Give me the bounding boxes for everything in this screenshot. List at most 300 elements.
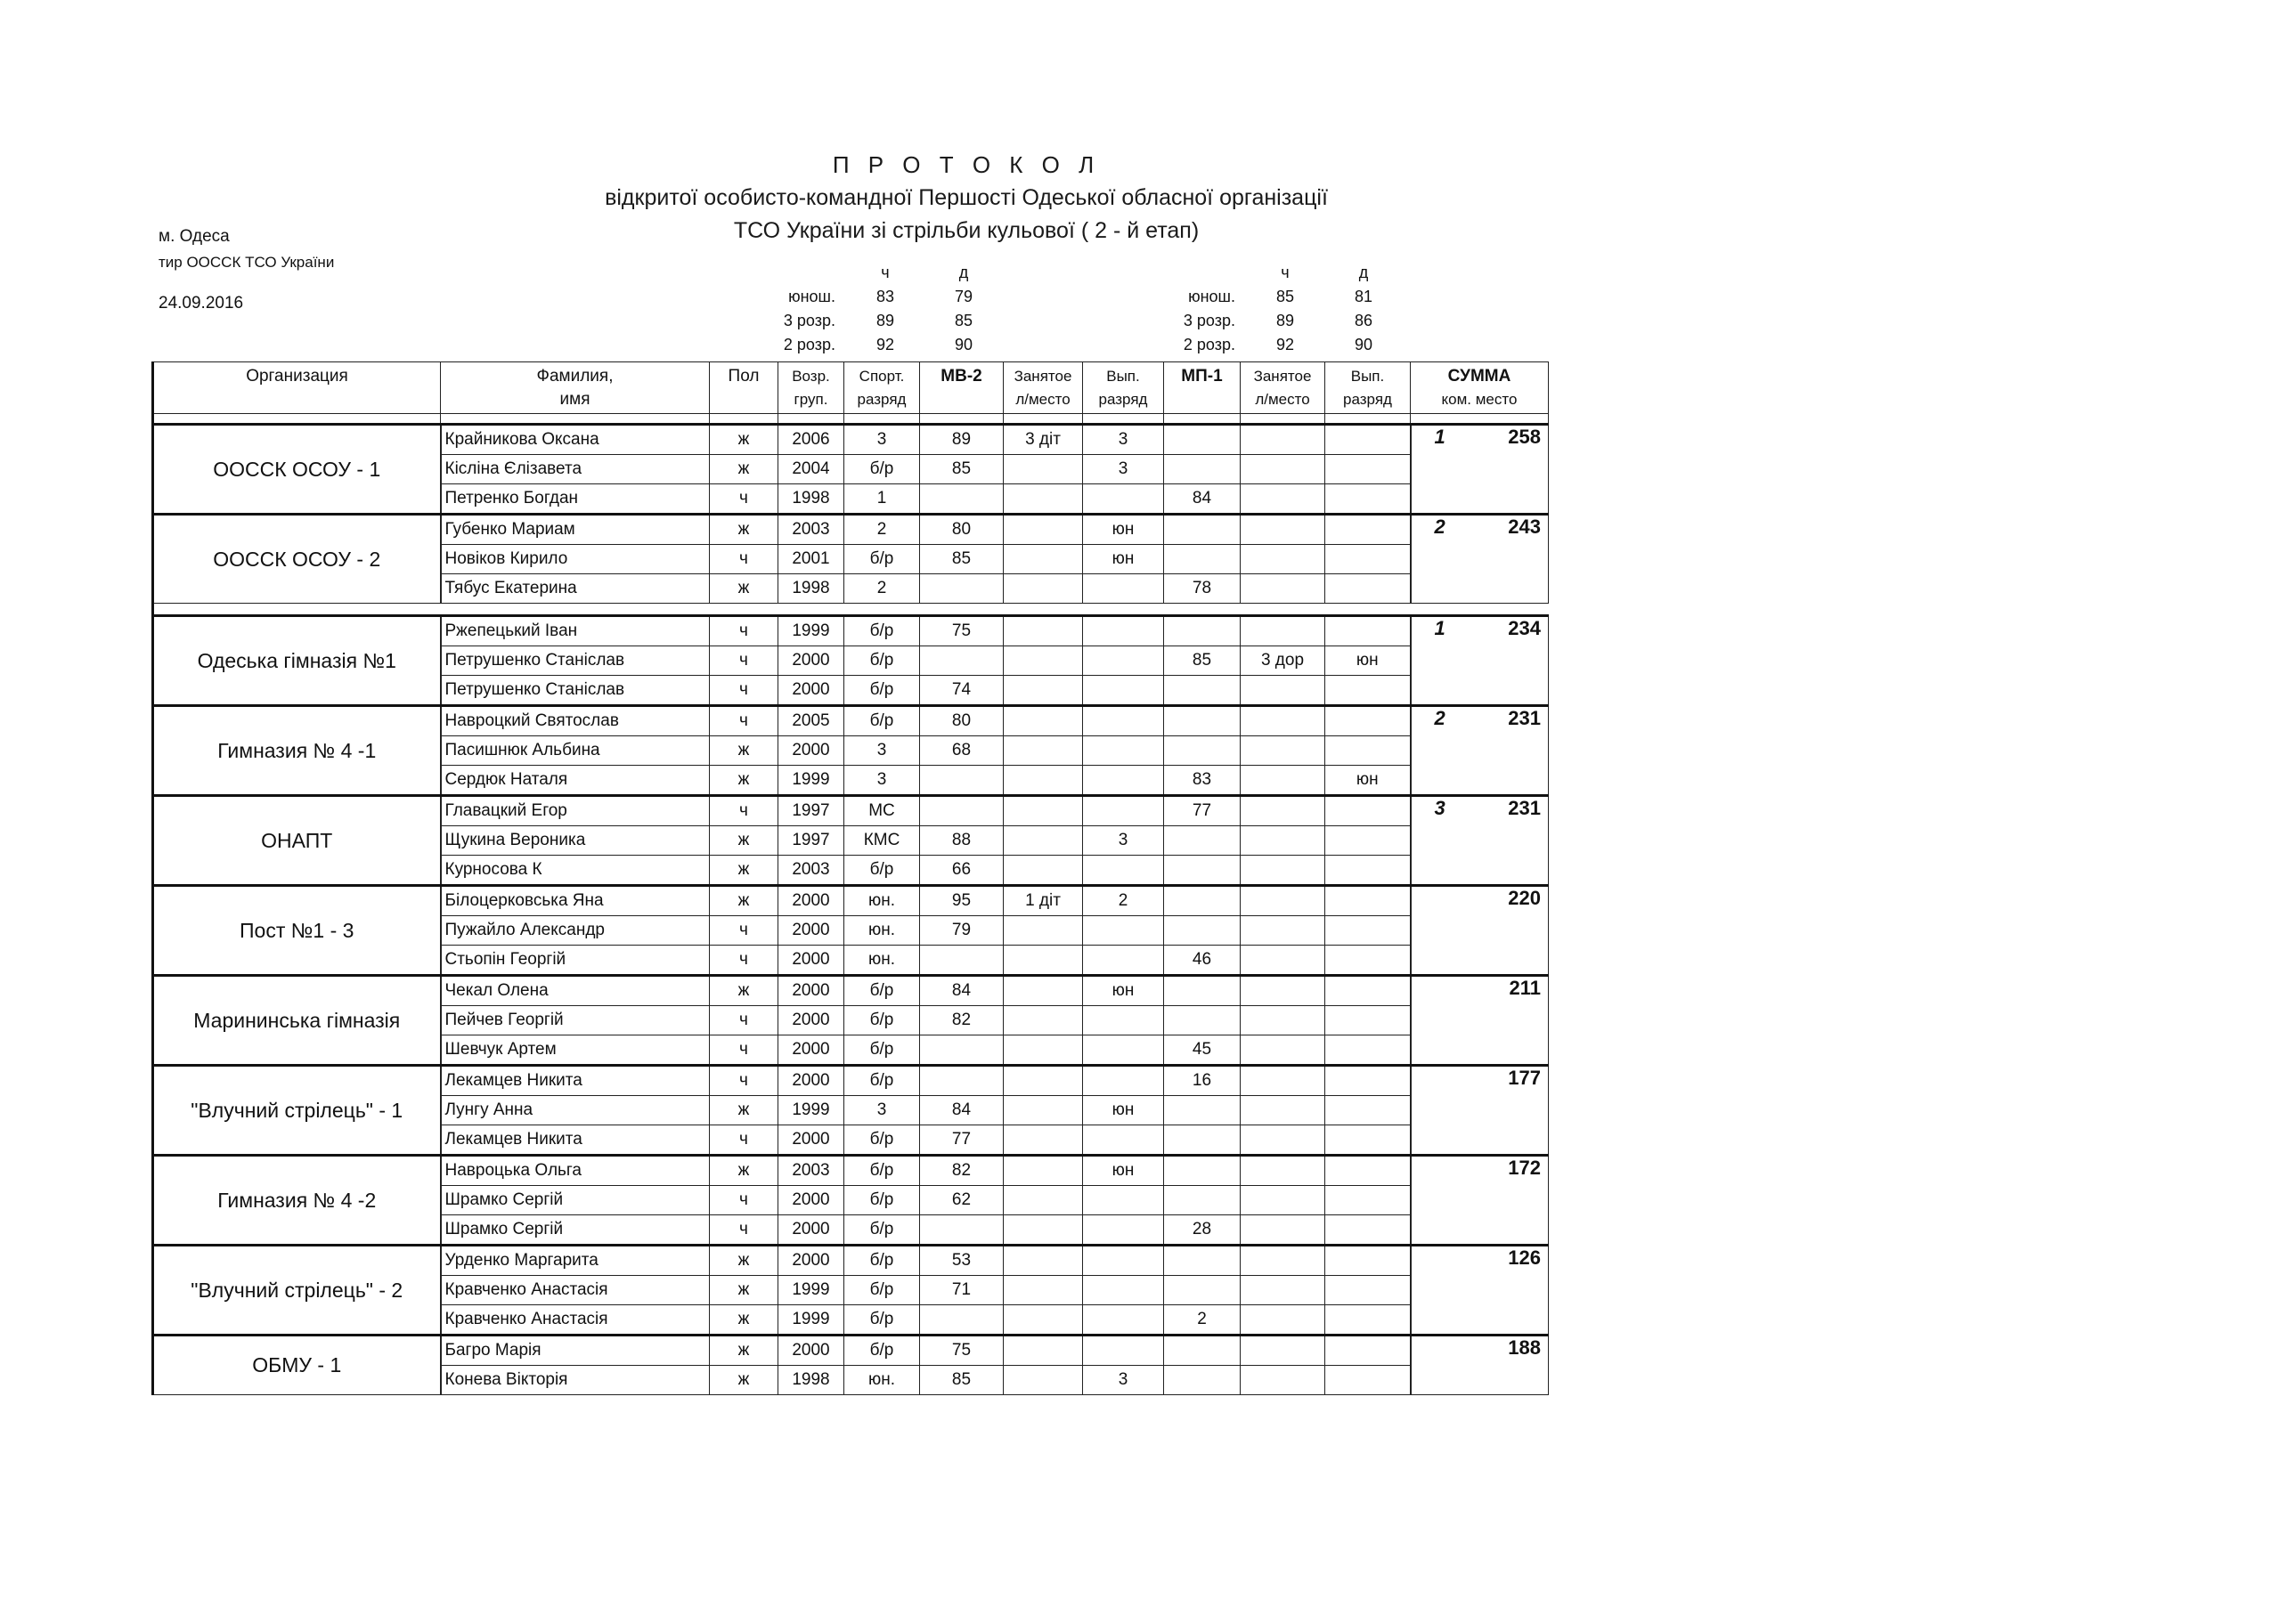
table-row <box>153 706 1549 736</box>
cell-rank: КМС <box>844 826 920 856</box>
cell-place1: 1 діт <box>1004 886 1083 916</box>
cell-done1 <box>1083 1276 1164 1305</box>
cell-mv2: 85 <box>920 545 1004 574</box>
cell-done1 <box>1083 616 1164 646</box>
cell-place2 <box>1241 1035 1325 1066</box>
cell-mv2 <box>920 574 1004 604</box>
table-row <box>153 1066 1549 1096</box>
cell-mv2 <box>920 1305 1004 1336</box>
team-sum: 234 <box>1508 617 1541 639</box>
cell-name: Стьопін Георгій <box>441 946 710 976</box>
cell-year: 2000 <box>778 676 844 706</box>
cell-rank: 3 <box>844 425 920 455</box>
protocol-table <box>151 361 1549 1395</box>
cell-done2 <box>1325 484 1411 515</box>
cell-rank: б/р <box>844 976 920 1006</box>
col-header-sex: Пол <box>710 362 778 414</box>
cell-year: 1999 <box>778 766 844 796</box>
cell-mp1: 46 <box>1164 946 1241 976</box>
cell-mp1 <box>1164 1156 1241 1186</box>
cell-year: 2000 <box>778 1336 844 1366</box>
cell-sex: ж <box>710 856 778 886</box>
cell-place2 <box>1241 1125 1325 1156</box>
cell-mp1 <box>1164 1366 1241 1395</box>
cell-done2 <box>1325 425 1411 455</box>
norm-value: 90 <box>1354 336 1373 353</box>
cell-place1 <box>1004 916 1083 946</box>
cell-done2 <box>1325 1336 1411 1366</box>
cell-rank: б/р <box>844 856 920 886</box>
cell-name: Шрамко Сергій <box>441 1215 710 1246</box>
table-row <box>153 1246 1549 1276</box>
cell-rank: б/р <box>844 1186 920 1215</box>
team-sum: 231 <box>1508 707 1541 729</box>
cell-sex: ж <box>710 1366 778 1395</box>
team-sum: 172 <box>1508 1157 1541 1179</box>
team-sum: 243 <box>1508 516 1541 538</box>
cell-place1 <box>1004 646 1083 676</box>
cell-mv2: 53 <box>920 1246 1004 1276</box>
cell-place2 <box>1241 886 1325 916</box>
cell-mp1 <box>1164 916 1241 946</box>
cell-name: Ржепецький Іван <box>441 616 710 646</box>
cell-name: Пасишнюк Альбина <box>441 736 710 766</box>
cell-name: Тябус Екатерина <box>441 574 710 604</box>
cell-place1 <box>1004 766 1083 796</box>
cell-place2 <box>1241 706 1325 736</box>
cell-place2 <box>1241 1006 1325 1035</box>
cell-place2 <box>1241 1246 1325 1276</box>
cell-mp1: 2 <box>1164 1305 1241 1336</box>
cell-done2 <box>1325 736 1411 766</box>
norm-value: 89 <box>1275 312 1295 329</box>
cell-place2 <box>1241 1215 1325 1246</box>
team-place: 1 <box>1434 426 1445 448</box>
cell-year: 2000 <box>778 946 844 976</box>
table-row <box>153 886 1549 916</box>
cell-rank: б/р <box>844 1215 920 1246</box>
cell-mv2 <box>920 766 1004 796</box>
cell-name: Петренко Богдан <box>441 484 710 515</box>
cell-place1 <box>1004 574 1083 604</box>
cell-place1 <box>1004 1336 1083 1366</box>
col-header-done1: Вып. разряд <box>1083 362 1164 414</box>
cell-year: 2005 <box>778 706 844 736</box>
cell-rank: 3 <box>844 736 920 766</box>
cell-rank: 1 <box>844 484 920 515</box>
cell-rank: б/р <box>844 1006 920 1035</box>
norm-value: 83 <box>875 288 895 305</box>
team-sum: 220 <box>1508 887 1541 909</box>
cell-done1 <box>1083 646 1164 676</box>
cell-place2 <box>1241 676 1325 706</box>
cell-sex: ч <box>710 676 778 706</box>
cell-sex: ж <box>710 826 778 856</box>
cell-sex: ч <box>710 1066 778 1096</box>
cell-place2 <box>1241 574 1325 604</box>
cell-mp1 <box>1164 1246 1241 1276</box>
cell-done1 <box>1083 1215 1164 1246</box>
cell-name: Петрушенко Станіслав <box>441 676 710 706</box>
cell-year: 1998 <box>778 1366 844 1395</box>
norm-value: 85 <box>1275 288 1295 305</box>
norm-value: 85 <box>954 312 973 329</box>
cell-done1: 3 <box>1083 455 1164 484</box>
cell-done2 <box>1325 706 1411 736</box>
cell-mv2: 75 <box>920 1336 1004 1366</box>
cell-organization: Гимназия № 4 -1 <box>153 706 441 796</box>
cell-mp1 <box>1164 515 1241 545</box>
cell-mp1: 28 <box>1164 1215 1241 1246</box>
cell-sex: ж <box>710 886 778 916</box>
cell-mp1 <box>1164 676 1241 706</box>
cell-place2 <box>1241 545 1325 574</box>
cell-mv2: 89 <box>920 425 1004 455</box>
cell-done1: юн <box>1083 545 1164 574</box>
cell-sex: ч <box>710 706 778 736</box>
cell-done2 <box>1325 1006 1411 1035</box>
team-sum: 211 <box>1509 977 1541 999</box>
cell-done2 <box>1325 676 1411 706</box>
cell-sex: ж <box>710 425 778 455</box>
cell-mp1 <box>1164 1276 1241 1305</box>
cell-year: 1999 <box>778 1305 844 1336</box>
cell-place2 <box>1241 1276 1325 1305</box>
cell-mp1 <box>1164 1125 1241 1156</box>
cell-done1 <box>1083 1246 1164 1276</box>
norm-value: 90 <box>954 336 973 353</box>
cell-done1 <box>1083 706 1164 736</box>
cell-mv2: 74 <box>920 676 1004 706</box>
cell-place1: 3 діт <box>1004 425 1083 455</box>
cell-sex: ж <box>710 1305 778 1336</box>
col-header-name: Фамилия, имя <box>441 362 710 414</box>
cell-done1 <box>1083 574 1164 604</box>
cell-name: Пейчев Георгій <box>441 1006 710 1035</box>
cell-name: Конева Вікторія <box>441 1366 710 1395</box>
team-sum: 188 <box>1508 1336 1541 1359</box>
cell-done1 <box>1083 1305 1164 1336</box>
cell-rank: б/р <box>844 676 920 706</box>
col-header-rank: Спорт. разряд <box>844 362 920 414</box>
norm-value: 79 <box>954 288 973 305</box>
cell-mv2: 66 <box>920 856 1004 886</box>
cell-year: 1999 <box>778 1276 844 1305</box>
norms-table-mp1 <box>1173 261 1403 357</box>
cell-name: Лекамцев Никита <box>441 1066 710 1096</box>
cell-place2 <box>1241 856 1325 886</box>
cell-sex: ж <box>710 1156 778 1186</box>
cell-place2 <box>1241 484 1325 515</box>
cell-rank: МС <box>844 796 920 826</box>
cell-place2 <box>1241 916 1325 946</box>
team-place: 3 <box>1434 797 1445 819</box>
cell-place2 <box>1241 946 1325 976</box>
cell-year: 2000 <box>778 1035 844 1066</box>
cell-done2 <box>1325 1035 1411 1066</box>
cell-place1 <box>1004 545 1083 574</box>
cell-place1 <box>1004 676 1083 706</box>
cell-rank: 3 <box>844 766 920 796</box>
cell-mv2: 75 <box>920 616 1004 646</box>
cell-done1: юн <box>1083 1096 1164 1125</box>
cell-done2 <box>1325 976 1411 1006</box>
cell-organization: Марининська гімназія <box>153 976 441 1066</box>
cell-sex: ж <box>710 1336 778 1366</box>
cell-done2: юн <box>1325 766 1411 796</box>
table-row <box>153 515 1549 545</box>
cell-done2 <box>1325 1215 1411 1246</box>
cell-mp1: 16 <box>1164 1066 1241 1096</box>
cell-place1 <box>1004 796 1083 826</box>
cell-place1 <box>1004 706 1083 736</box>
cell-place2 <box>1241 1336 1325 1366</box>
cell-sex: ж <box>710 1096 778 1125</box>
cell-organization: Пост №1 - 3 <box>153 886 441 976</box>
cell-team-result <box>1411 1336 1549 1395</box>
cell-done2 <box>1325 1186 1411 1215</box>
document-title: П Р О Т О К О Л <box>832 151 1101 178</box>
team-place: 1 <box>1434 617 1445 639</box>
cell-done1: 3 <box>1083 425 1164 455</box>
cell-mp1: 77 <box>1164 796 1241 826</box>
cell-place1 <box>1004 1276 1083 1305</box>
cell-place2 <box>1241 425 1325 455</box>
cell-done2 <box>1325 1366 1411 1395</box>
cell-mv2: 80 <box>920 515 1004 545</box>
cell-done1 <box>1083 946 1164 976</box>
cell-done1 <box>1083 1125 1164 1156</box>
team-sum: 231 <box>1508 797 1541 819</box>
cell-place2 <box>1241 1066 1325 1096</box>
cell-sex: ж <box>710 1246 778 1276</box>
cell-organization: Одеська гімназія №1 <box>153 616 441 706</box>
cell-place2 <box>1241 455 1325 484</box>
cell-sex: ж <box>710 976 778 1006</box>
cell-place1 <box>1004 946 1083 976</box>
cell-done1 <box>1083 856 1164 886</box>
cell-year: 2000 <box>778 1246 844 1276</box>
cell-sex: ж <box>710 515 778 545</box>
table-row <box>153 976 1549 1006</box>
norm-label: 2 розр. <box>783 336 835 353</box>
cell-done1: 3 <box>1083 826 1164 856</box>
team-place: 2 <box>1434 516 1445 538</box>
cell-done1 <box>1083 676 1164 706</box>
cell-mp1 <box>1164 826 1241 856</box>
cell-sex: ч <box>710 484 778 515</box>
cell-rank: б/р <box>844 545 920 574</box>
cell-mp1 <box>1164 425 1241 455</box>
col-header-place2: Занятое л/место <box>1241 362 1325 414</box>
cell-year: 2000 <box>778 916 844 946</box>
cell-rank: б/р <box>844 1246 920 1276</box>
header-spacer-row <box>153 414 1549 425</box>
cell-name: Пужайло Александр <box>441 916 710 946</box>
cell-name: Лекамцев Никита <box>441 1125 710 1156</box>
cell-place2 <box>1241 616 1325 646</box>
cell-year: 2000 <box>778 976 844 1006</box>
cell-done2 <box>1325 886 1411 916</box>
cell-year: 2000 <box>778 736 844 766</box>
cell-mv2 <box>920 1215 1004 1246</box>
cell-done2 <box>1325 1096 1411 1125</box>
cell-mv2: 79 <box>920 916 1004 946</box>
table-header-row <box>153 362 1549 414</box>
table-row <box>153 425 1549 455</box>
col-header-mv2: МВ-2 <box>920 362 1004 414</box>
cell-sex: ч <box>710 646 778 676</box>
team-place: 2 <box>1434 707 1445 729</box>
team-sum: 126 <box>1508 1246 1541 1269</box>
cell-done2 <box>1325 616 1411 646</box>
cell-name: Багро Марія <box>441 1336 710 1366</box>
cell-mv2 <box>920 484 1004 515</box>
cell-mv2: 88 <box>920 826 1004 856</box>
cell-done2 <box>1325 856 1411 886</box>
cell-mv2: 71 <box>920 1276 1004 1305</box>
table-row <box>153 616 1549 646</box>
cell-done2 <box>1325 826 1411 856</box>
cell-year: 2000 <box>778 1066 844 1096</box>
cell-name: Шевчук Артем <box>441 1035 710 1066</box>
cell-mp1: 83 <box>1164 766 1241 796</box>
cell-place2 <box>1241 515 1325 545</box>
norm-col-header: д <box>958 264 969 281</box>
cell-sex: ч <box>710 1125 778 1156</box>
cell-mp1 <box>1164 1006 1241 1035</box>
cell-organization: ОБМУ - 1 <box>153 1336 441 1395</box>
city: м. Одеса <box>159 227 230 246</box>
norms-table-mv2 <box>773 261 1003 357</box>
cell-year: 2000 <box>778 1125 844 1156</box>
cell-place1 <box>1004 976 1083 1006</box>
cell-name: Курносова К <box>441 856 710 886</box>
cell-mp1: 78 <box>1164 574 1241 604</box>
cell-team-result <box>1411 1066 1549 1156</box>
cell-rank: б/р <box>844 1276 920 1305</box>
cell-name: Новіков Кирило <box>441 545 710 574</box>
cell-place1 <box>1004 484 1083 515</box>
date: 24.09.2016 <box>159 294 244 313</box>
cell-sex: ч <box>710 1006 778 1035</box>
cell-team-result <box>1411 706 1549 796</box>
cell-done1 <box>1083 1006 1164 1035</box>
cell-sex: ж <box>710 1276 778 1305</box>
cell-name: Петрушенко Станіслав <box>441 646 710 676</box>
cell-done2 <box>1325 1246 1411 1276</box>
cell-sex: ч <box>710 1035 778 1066</box>
cell-year: 2000 <box>778 646 844 676</box>
cell-place1 <box>1004 616 1083 646</box>
cell-year: 2000 <box>778 1215 844 1246</box>
cell-mv2 <box>920 646 1004 676</box>
cell-mp1: 45 <box>1164 1035 1241 1066</box>
cell-mv2: 80 <box>920 706 1004 736</box>
cell-done1 <box>1083 484 1164 515</box>
cell-rank: юн. <box>844 916 920 946</box>
cell-mv2 <box>920 1035 1004 1066</box>
col-header-place1: Занятое л/место <box>1004 362 1083 414</box>
norm-value: 89 <box>875 312 895 329</box>
cell-done1: 2 <box>1083 886 1164 916</box>
cell-sex: ч <box>710 545 778 574</box>
cell-done2 <box>1325 545 1411 574</box>
cell-place1 <box>1004 1305 1083 1336</box>
cell-place2: 3 дор <box>1241 646 1325 676</box>
cell-mp1 <box>1164 455 1241 484</box>
cell-team-result <box>1411 976 1549 1066</box>
cell-place1 <box>1004 515 1083 545</box>
norm-col-header: ч <box>881 264 890 281</box>
col-header-org: Организация <box>153 362 441 414</box>
cell-place2 <box>1241 1186 1325 1215</box>
cell-team-result <box>1411 1156 1549 1246</box>
cell-year: 1997 <box>778 796 844 826</box>
cell-organization: ООССК ОСОУ - 1 <box>153 425 441 515</box>
team-sum: 258 <box>1508 426 1541 448</box>
cell-year: 1997 <box>778 826 844 856</box>
norm-value: 92 <box>875 336 895 353</box>
cell-team-result <box>1411 886 1549 976</box>
cell-place2 <box>1241 976 1325 1006</box>
cell-place1 <box>1004 1246 1083 1276</box>
norm-label: 3 розр. <box>1183 312 1235 329</box>
cell-place1 <box>1004 1066 1083 1096</box>
cell-mp1 <box>1164 616 1241 646</box>
cell-rank: 2 <box>844 574 920 604</box>
norm-value: 92 <box>1275 336 1295 353</box>
cell-place2 <box>1241 826 1325 856</box>
cell-name: Кісліна Єлізавета <box>441 455 710 484</box>
cell-place1 <box>1004 1215 1083 1246</box>
cell-done2 <box>1325 1156 1411 1186</box>
cell-mp1: 85 <box>1164 646 1241 676</box>
table-row <box>153 1336 1549 1366</box>
team-sum: 177 <box>1508 1067 1541 1089</box>
cell-mp1 <box>1164 706 1241 736</box>
cell-mp1 <box>1164 1336 1241 1366</box>
cell-organization: "Влучний стрілець" - 2 <box>153 1246 441 1336</box>
cell-name: Губенко Мариам <box>441 515 710 545</box>
cell-done2 <box>1325 1276 1411 1305</box>
cell-sex: ч <box>710 796 778 826</box>
cell-sex: ж <box>710 736 778 766</box>
cell-done1 <box>1083 1066 1164 1096</box>
cell-year: 2003 <box>778 1156 844 1186</box>
cell-organization: ОНАПТ <box>153 796 441 886</box>
cell-done2 <box>1325 574 1411 604</box>
cell-year: 2003 <box>778 515 844 545</box>
document-subtitle-line2: ТСО України зі стрільби кульової ( 2 - й етап) <box>733 218 1200 243</box>
cell-done1: юн <box>1083 1156 1164 1186</box>
cell-place2 <box>1241 1096 1325 1125</box>
cell-place1 <box>1004 455 1083 484</box>
cell-team-result <box>1411 616 1549 706</box>
cell-sex: ч <box>710 1215 778 1246</box>
col-header-done2: Вып. разряд <box>1325 362 1411 414</box>
cell-rank: б/р <box>844 1156 920 1186</box>
cell-mv2 <box>920 796 1004 826</box>
cell-year: 2006 <box>778 425 844 455</box>
cell-organization: "Влучний стрілець" - 1 <box>153 1066 441 1156</box>
cell-year: 2000 <box>778 1186 844 1215</box>
cell-done2: юн <box>1325 646 1411 676</box>
cell-mv2: 82 <box>920 1006 1004 1035</box>
norm-label: юнош. <box>788 288 835 305</box>
cell-place2 <box>1241 766 1325 796</box>
cell-sex: ж <box>710 574 778 604</box>
